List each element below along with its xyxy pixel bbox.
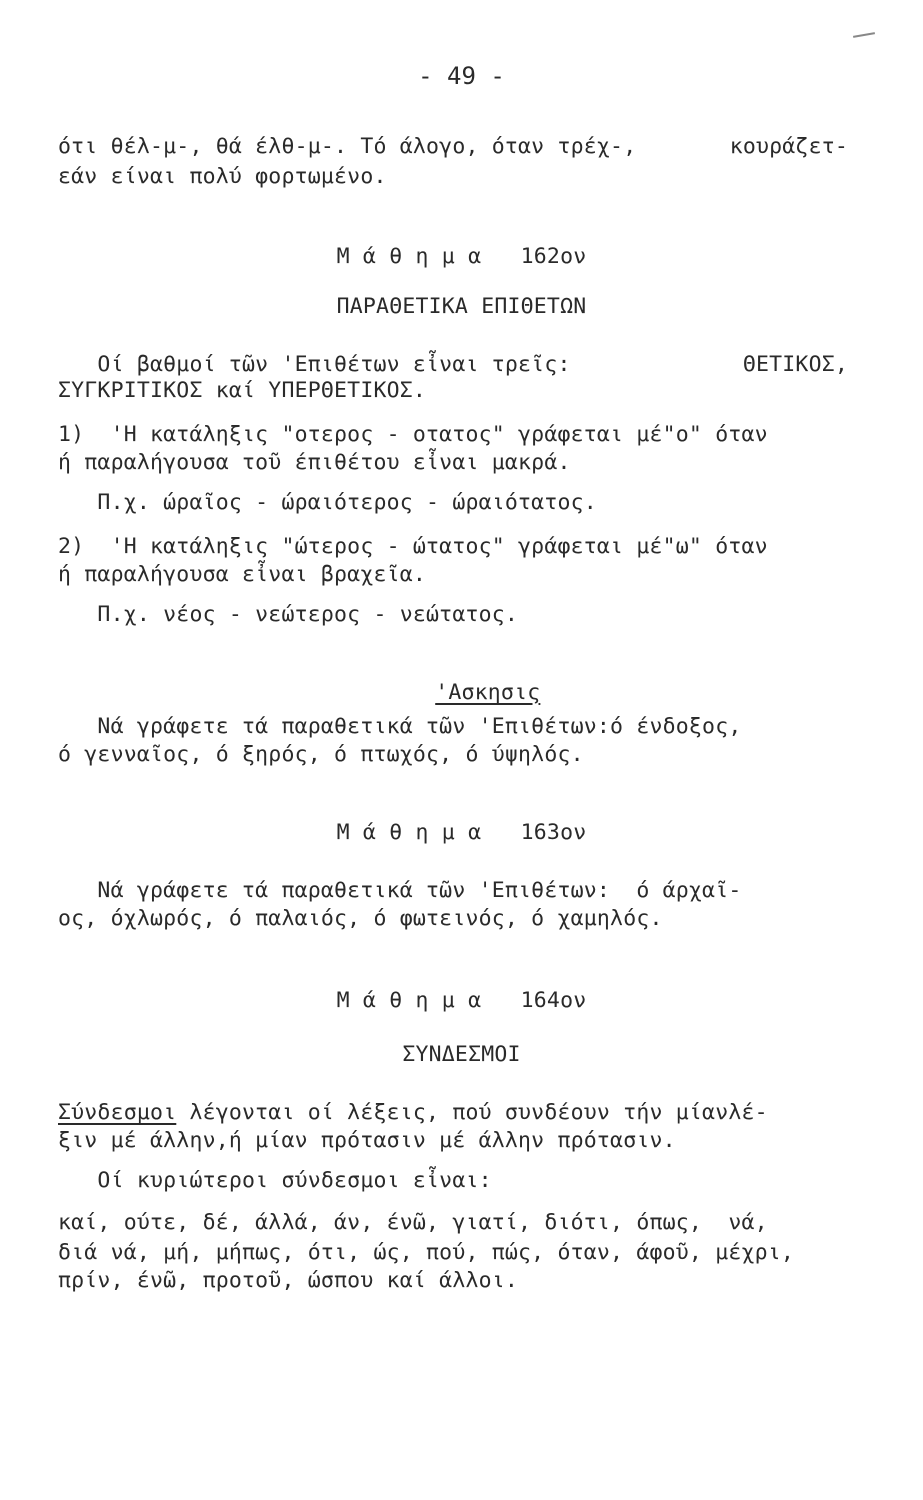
- intro-line-1-main: ότι θέλ-μ-, θά έλθ-μ-. Τό άλογο, όταν τρέχ-,: [58, 134, 637, 159]
- rule-2-example: Π.χ. νέος - νεώτερος - νεώτατος.: [58, 602, 519, 627]
- page-number: - 49 -: [418, 62, 505, 90]
- lesson-163-line-2: ος, όχλωρός, ό παλαιός, ό φωτεινός, ό χαμηλός.: [58, 906, 663, 931]
- rule-1-line-2: ή παραλήγουσα τοῦ έπιθέτου εἶναι μακρά.: [58, 450, 571, 475]
- rule-2-line-2: ή παραλήγουσα εἶναι βραχεῖα.: [58, 562, 427, 587]
- degrees-line-2: ΣΥΓΚΡΙΤΙΚΟΣ καί ΥΠΕΡΘΕΤΙΚΟΣ.: [58, 378, 427, 403]
- degrees-line-1-main: Οί βαθμοί τῶν 'Επιθέτων εἶναι τρεῖς:: [58, 352, 571, 377]
- definition-line-2: ξιν μέ άλλην,ή μίαν πρότασιν μέ άλλην πρότασιν.: [58, 1128, 676, 1153]
- definition-line-1: [58, 1098, 848, 1128]
- intro-line-1-end: κουράζετ-: [729, 134, 848, 159]
- lesson-162-heading: Μ ά θ η μ α 162ον: [336, 244, 587, 269]
- intro-line-2: εάν είναι πολύ φορτωμένο.: [58, 164, 387, 189]
- stray-mark: [853, 32, 875, 38]
- rule-1-example: Π.χ. ώραῖος - ώραιότερος - ώραιότατος.: [58, 490, 597, 515]
- exercise-line-1: Νά γράφετε τά παραθετικά τῶν 'Επιθέτων:ό ένδοξος,: [58, 714, 742, 739]
- exercise-line-2: ό γενναῖος, ό ξηρός, ό πτωχός, ό ύψηλός.: [58, 742, 584, 767]
- lesson-163-line-1: Νά γράφετε τά παραθετικά τῶν 'Επιθέτων: ό άρχαῖ-: [58, 878, 742, 903]
- lesson-163-heading: Μ ά θ η μ α 163ον: [336, 820, 587, 845]
- conjunctions-list-line-3: πρίν, ένῶ, προτοῦ, ώσπου καί άλλοι.: [58, 1268, 519, 1293]
- main-conjunctions-line: Οί κυριώτεροι σύνδεσμοι εἶναι:: [58, 1168, 492, 1193]
- definition-line-1-rest: λέγονται οί λέξεις, πού συνδέουν τήν μίανλέ-: [176, 1100, 768, 1125]
- conjunctions-list-line-1: καί, ούτε, δέ, άλλά, άν, ένῶ, γιατί, διότι, όπως, νά,: [58, 1210, 768, 1235]
- intro-line-1: [58, 132, 848, 162]
- lesson-162-title: ΠΑΡΑΘΕΤΙΚΑ ΕΠΙΘΕΤΩΝ: [336, 294, 587, 319]
- definition-term: Σύνδεσμοι: [58, 1100, 177, 1125]
- exercise-heading-text: 'Ασκησις: [435, 680, 541, 705]
- rule-2-line-1: 2) 'Η κατάληξις "ώτερος - ώτατος" γράφεται μέ"ω" όταν: [58, 534, 768, 559]
- lesson-164-heading: Μ ά θ η μ α 164ον: [336, 988, 587, 1013]
- degrees-line-1-end: ΘΕΤΙΚΟΣ,: [742, 352, 848, 377]
- conjunctions-list-line-2: διά νά, μή, μήπως, ότι, ώς, πού, πώς, όταν, άφοῦ, μέχρι,: [58, 1240, 795, 1265]
- rule-1-line-1: 1) 'Η κατάληξις "οτερος - οτατος" γράφεται μέ"ο" όταν: [58, 422, 768, 447]
- lesson-164-title: ΣΥΝΔΕΣΜΟΙ: [402, 1042, 521, 1067]
